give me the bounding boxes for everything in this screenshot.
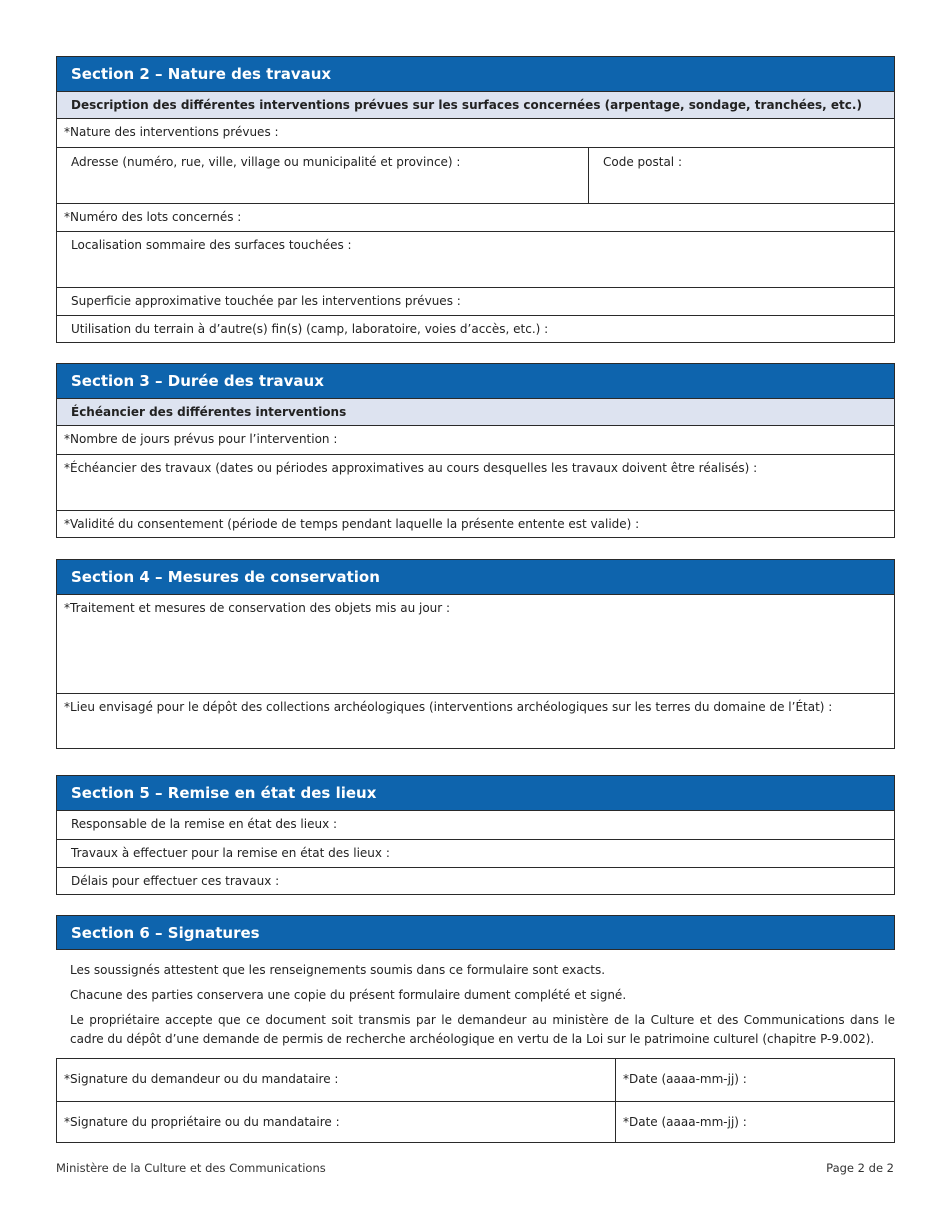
section-2	[56, 56, 895, 343]
date-proprietaire-field[interactable]: *Date (aaaa-mm-jj) :	[615, 1102, 894, 1142]
section-2-subtitle: Description des différentes interventions prévues sur les surfaces concernées (arpentage, sondage, tranchées, etc.)	[56, 91, 895, 119]
nature-interventions-field[interactable]: *Nature des interventions prévues :	[64, 125, 279, 139]
responsable-remise-field[interactable]: Responsable de la remise en état des lieux :	[71, 817, 338, 831]
attestation-paragraph: Les soussignés attestent que les renseignements soumis dans ce formulaire sont exacts.	[70, 963, 606, 977]
section-3-title: Section 3 – Durée des travaux	[56, 363, 895, 398]
localisation-field[interactable]: Localisation sommaire des surfaces touchées :	[71, 238, 352, 252]
section-6-title: Section 6 – Signatures	[56, 915, 895, 950]
signature-proprietaire-field[interactable]: *Signature du propriétaire ou du mandataire :	[64, 1115, 340, 1129]
traitement-conservation-field[interactable]: *Traitement et mesures de conservation des objets mis au jour :	[64, 601, 451, 615]
validite-consentement-field[interactable]: *Validité du consentement (période de temps pendant laquelle la présente entente est valide) :	[64, 517, 640, 531]
transmission-paragraph: Le propriétaire accepte que ce document soit transmis par le demandeur au ministère de la Culture et des Communications dans le cadre du dépôt d’une demande de permis de recherche archéologique en vertu de la Loi sur le patrimoine culturel (chapitre P-9.002).	[70, 1013, 895, 1046]
section-5-title: Section 5 – Remise en état des lieux	[56, 775, 895, 810]
utilisation-terrain-field[interactable]: Utilisation du terrain à d’autre(s) fin(s) (camp, laboratoire, voies d’accès, etc.) :	[71, 322, 549, 336]
adresse-field[interactable]: Adresse (numéro, rue, ville, village ou municipalité et province) :	[71, 155, 461, 169]
footer-page-number: Page 2 de 2	[826, 1161, 894, 1175]
section-4-title: Section 4 – Mesures de conservation	[56, 559, 895, 594]
section-3	[56, 363, 895, 538]
signature-demandeur-field[interactable]: *Signature du demandeur ou du mandataire :	[64, 1072, 339, 1086]
signatures-table	[56, 1058, 895, 1143]
section-6	[56, 915, 895, 950]
section-2-title: Section 2 – Nature des travaux	[56, 56, 895, 91]
echeancier-field[interactable]: *Échéancier des travaux (dates ou périodes approximatives au cours desquelles les travaux doivent être réalisés) :	[64, 461, 758, 475]
section-4	[56, 559, 895, 749]
delais-travaux-field[interactable]: Délais pour effectuer ces travaux :	[71, 874, 280, 888]
section-5	[56, 775, 895, 895]
code-postal-field[interactable]: Code postal :	[588, 148, 894, 203]
travaux-remise-field[interactable]: Travaux à effectuer pour la remise en état des lieux :	[71, 846, 390, 860]
superficie-field[interactable]: Superficie approximative touchée par les interventions prévues :	[71, 294, 461, 308]
date-demandeur-field[interactable]: *Date (aaaa-mm-jj) :	[615, 1059, 894, 1101]
copie-paragraph: Chacune des parties conservera une copie du présent formulaire dument complété et signé.	[70, 988, 627, 1002]
lieu-depot-field[interactable]: *Lieu envisagé pour le dépôt des collections archéologiques (interventions archéologiques sur les terres du domaine de l’État) :	[64, 700, 833, 714]
nombre-jours-field[interactable]: *Nombre de jours prévus pour l’intervention :	[64, 432, 338, 446]
numero-lots-field[interactable]: *Numéro des lots concernés :	[64, 210, 242, 224]
footer-ministry: Ministère de la Culture et des Communications	[56, 1161, 326, 1175]
section-3-subtitle: Échéancier des différentes interventions	[56, 398, 895, 426]
